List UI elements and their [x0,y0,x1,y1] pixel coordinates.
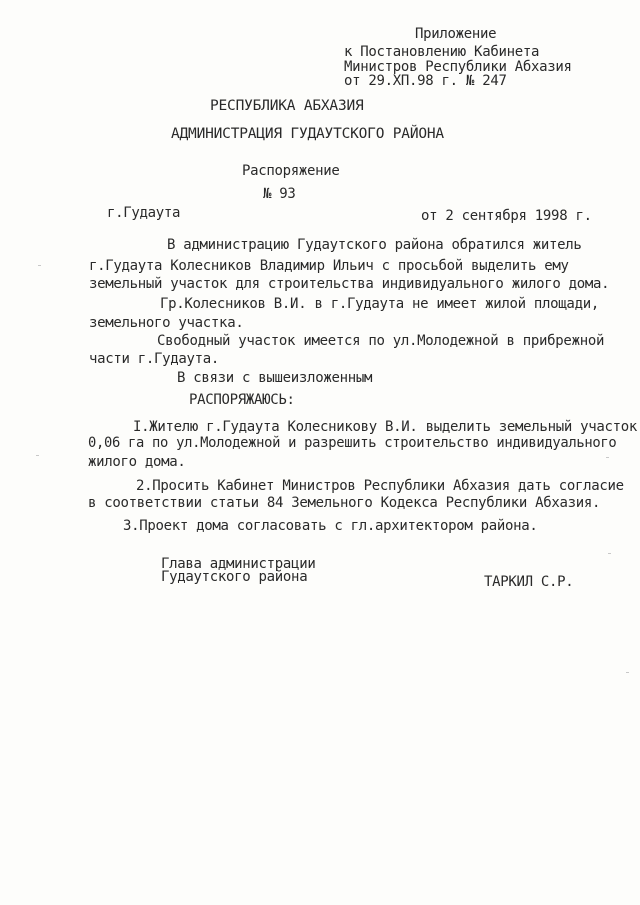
body-p3-line-2: части г.Гудаута. [89,351,220,367]
order-number: № 93 [263,186,296,202]
order-date: от 2 сентября 1998 г. [421,208,592,224]
item-2-line-1: 2.Просить Кабинет Министров Республики Абхазия дать согласие [136,478,624,494]
body-p1-line-1: В администрацию Гудаутского района обратился житель [167,237,582,253]
item-1-line-3: жилого дома. [88,454,186,470]
appendix-line-3: от 29.ХП.98 г. № 247 [344,73,507,89]
item-3: 3.Проект дома согласовать с гл.архитектором района. [123,518,538,534]
scan-speck [626,672,629,673]
signature-role-1: Глава администрации [161,556,316,572]
appendix-line-2: Министров Республики Абхазия [344,59,572,75]
signature-role-2: Гудаутского района [161,569,308,585]
body-p1-line-2: г.Гудаута Колесников Владимир Ильич с просьбой выделить ему [89,258,569,274]
scan-speck [38,265,41,266]
appendix-title: Приложение [415,26,497,42]
body-p3-line-1: Свободный участок имеется по ул.Молодежной в прибрежной [157,333,605,349]
administration-heading: АДМИНИСТРАЦИЯ ГУДАУТСКОГО РАЙОНА [171,126,444,142]
scan-speck [606,457,609,458]
scan-speck [608,553,611,554]
order-city: г.Гудаута [107,205,181,221]
body-p1-line-3: земельный участок для строительства индивидуального жилого дома. [89,276,610,292]
body-p2-line-2: земельного участка. [89,315,244,331]
republic-heading: РЕСПУБЛИКА АБХАЗИЯ [210,98,364,114]
appendix-line-1: к Постановлению Кабинета [344,44,540,60]
signature-name: ТАРКИЛ С.Р. [484,574,574,590]
order-title: Распоряжение [242,163,340,179]
scan-speck [36,455,39,456]
body-p2-line-1: Гр.Колесников В.И. в г.Гудаута не имеет жилой площади, [160,296,599,312]
item-1-line-1: I.Жителю г.Гудаута Колесникову В.И. выделить земельный участок [133,419,637,435]
body-p4: В связи с вышеизложенным [177,370,373,386]
item-2-line-2: в соответствии статьи 84 Земельного Кодекса Республики Абхазия. [88,495,601,511]
item-1-line-2: 0,06 га по ул.Молодежной и разрешить строительство индивидуального [88,435,617,451]
decree-heading: РАСПОРЯЖАЮСЬ: [189,392,295,408]
